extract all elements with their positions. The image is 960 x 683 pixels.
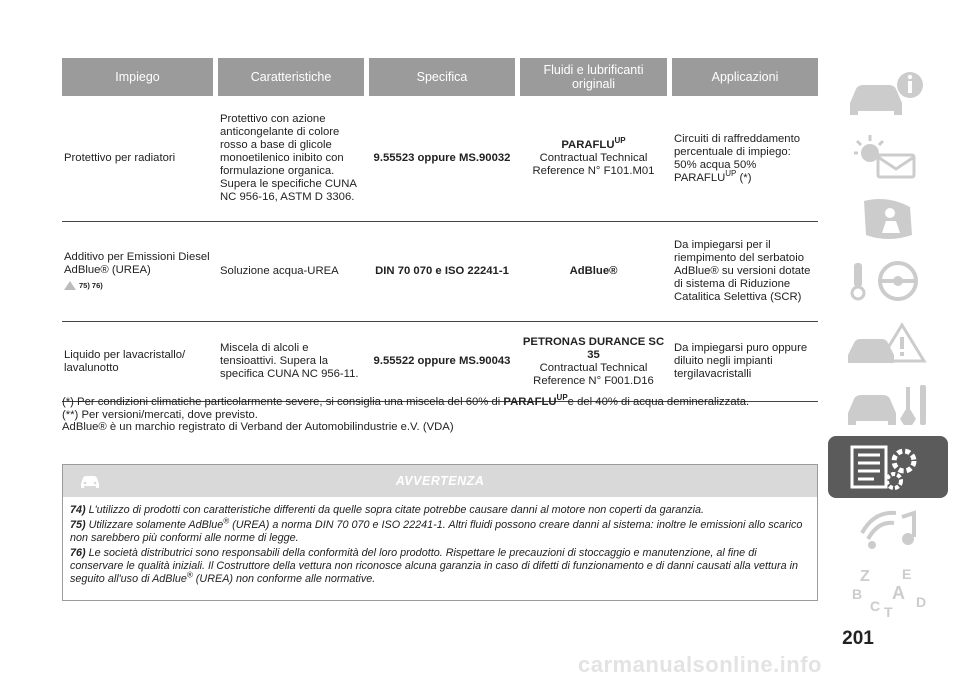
- warning-body: [63, 497, 817, 586]
- car-maintenance-icon: [840, 379, 936, 431]
- warning-title: AVVERTENZA: [395, 474, 485, 488]
- cell-applicazioni: Da impiegarsi puro oppure diluito negli impianti tergilavacristalli: [674, 342, 808, 380]
- nav-chapter-safety[interactable]: [828, 188, 948, 250]
- cell-impiego: Liquido per lavacristallo/ lavalunotto: [64, 348, 186, 374]
- header-applicazioni: Applicazioni: [672, 58, 818, 96]
- table-row: [62, 222, 818, 322]
- car-info-icon: [840, 69, 936, 121]
- watermark: carmanualsonline.info: [578, 652, 822, 677]
- emergency-icon: [840, 317, 936, 369]
- index-letter: B: [852, 586, 863, 602]
- page-number: 201: [842, 628, 874, 649]
- cell-impiego: Protettivo per radiatori: [64, 152, 176, 164]
- index-letter: Z: [860, 568, 870, 585]
- warning-item: 74) L'utilizzo di prodotti con caratteristiche differenti da quelle sopra citate potrebbe causare danni al motore non coperti da garanzia.: [70, 504, 705, 516]
- nav-chapter-steering-start[interactable]: [828, 250, 948, 312]
- index-letter: T: [884, 604, 893, 617]
- warning-box: [62, 464, 818, 601]
- warning-item: 76) Le società distributrici sono responsabili della conformità del loro prodotto. Rispettare le precauzioni di stoccaggio e manutenzione, al fine di conservare le qualità iniziali. Il Costruttore della vettura non riconosce alcuna garanzia in caso di difetti di funzionamento e di danni causati alla vettura in seguito all'uso di AdBlue® (UREA) non conforme alle normative.: [70, 547, 799, 585]
- warning-reference: 75) 76): [64, 279, 211, 292]
- fluid-name: PARAFLU: [561, 139, 615, 151]
- header-impiego: Impiego: [62, 58, 213, 96]
- cell-caratteristiche: Protettivo con azione anticongelante di colore rosso a base di glicole monoetilenico inibito con formulazione organica. Supera le specifiche CUNA NC 956-16, ASTM D 3306.: [220, 113, 357, 203]
- steering-start-icon: [840, 255, 936, 307]
- cell-fluido: PETRONAS DURANCE SC 35 Contractual Technical Reference N° F001.D16: [522, 335, 665, 387]
- index-icon: [840, 565, 936, 617]
- safety-icon: [840, 193, 936, 245]
- fluid-sup: UP: [614, 136, 626, 146]
- header-specifica: Specifica: [369, 58, 515, 96]
- technical-data-icon: [840, 441, 936, 493]
- warning-header: [63, 465, 817, 497]
- note-1: (*) Per condizioni climatiche particolarmente severe, si consiglia una miscela del 60% di $PARAFLU^{UP}e$ del 40% di acqua demineralizzata.: [62, 393, 750, 408]
- index-letter: C: [870, 598, 881, 614]
- cell-fluido: [520, 96, 667, 221]
- nav-chapter-maintenance[interactable]: [828, 374, 948, 436]
- cell-fluido: AdBlue®: [569, 265, 618, 277]
- cell-caratteristiche: Miscela di alcoli e tensioattivi. Supera la specifica CUNA NC 956-11.: [220, 342, 359, 380]
- table-header: [62, 58, 818, 96]
- index-letter: E: [902, 566, 912, 582]
- nav-chapter-car-info[interactable]: [828, 64, 948, 126]
- multimedia-icon: [840, 503, 936, 555]
- cell-applicazioni: Circuiti di raffreddamento percentuale di impiego: 50% acqua 50% $PARAFLU^{UP}$ (*): [674, 132, 800, 184]
- nav-chapter-index[interactable]: [828, 560, 948, 622]
- cell-applicazioni: Da impiegarsi per il riempimento del serbatoio AdBlue® su versioni dotate di sistema di Riduzione Catalitica Selettiva (SCR): [674, 239, 811, 303]
- nav-chapter-emergency[interactable]: [828, 312, 948, 374]
- header-fluidi: Fluidi e lubrificanti originali: [520, 58, 667, 96]
- warning-triangle-icon: [64, 281, 76, 290]
- index-letter: A: [892, 583, 905, 603]
- cell-specifica: DIN 70 070 e ISO 22241-1: [375, 265, 509, 277]
- fluid-ref: Contractual Technical Reference N° F101.M01: [532, 152, 655, 177]
- nav-chapter-warning-lights[interactable]: [828, 126, 948, 188]
- table-row: [62, 322, 818, 402]
- cell-impiego: Additivo per Emissioni Diesel AdBlue® (UREA) 75) 76): [64, 251, 210, 290]
- car-warning-icon: [77, 472, 103, 490]
- cell-specifica: 9.55522 oppure MS.90043: [373, 355, 511, 367]
- index-letter: D: [916, 594, 927, 610]
- table-row: [62, 96, 818, 222]
- table-notes: [62, 393, 818, 434]
- note-3: AdBlue® è un marchio registrato di Verband der Automobilindustrie e.V. (VDA): [62, 421, 454, 433]
- fluids-table: [62, 58, 818, 402]
- nav-chapter-multimedia[interactable]: [828, 498, 948, 560]
- cell-specifica: 9.55523 oppure MS.90032: [373, 152, 511, 164]
- cell-caratteristiche: Soluzione acqua-UREA: [220, 265, 339, 277]
- nav-chapter-technical-data[interactable]: [828, 436, 948, 498]
- warning-lights-icon: [840, 131, 936, 183]
- note-2: (**) Per versioni/mercati, dove previsto.: [62, 408, 258, 421]
- header-caratteristiche: Caratteristiche: [218, 58, 364, 96]
- warning-item: 75) Utilizzare solamente AdBlue® (UREA) a norma DIN 70 070 e ISO 22241-1. Altri fluidi possono creare danni al sistema: inoltre le emissioni allo scarico non sarebbero più conformi alle norme di legge.: [70, 516, 803, 544]
